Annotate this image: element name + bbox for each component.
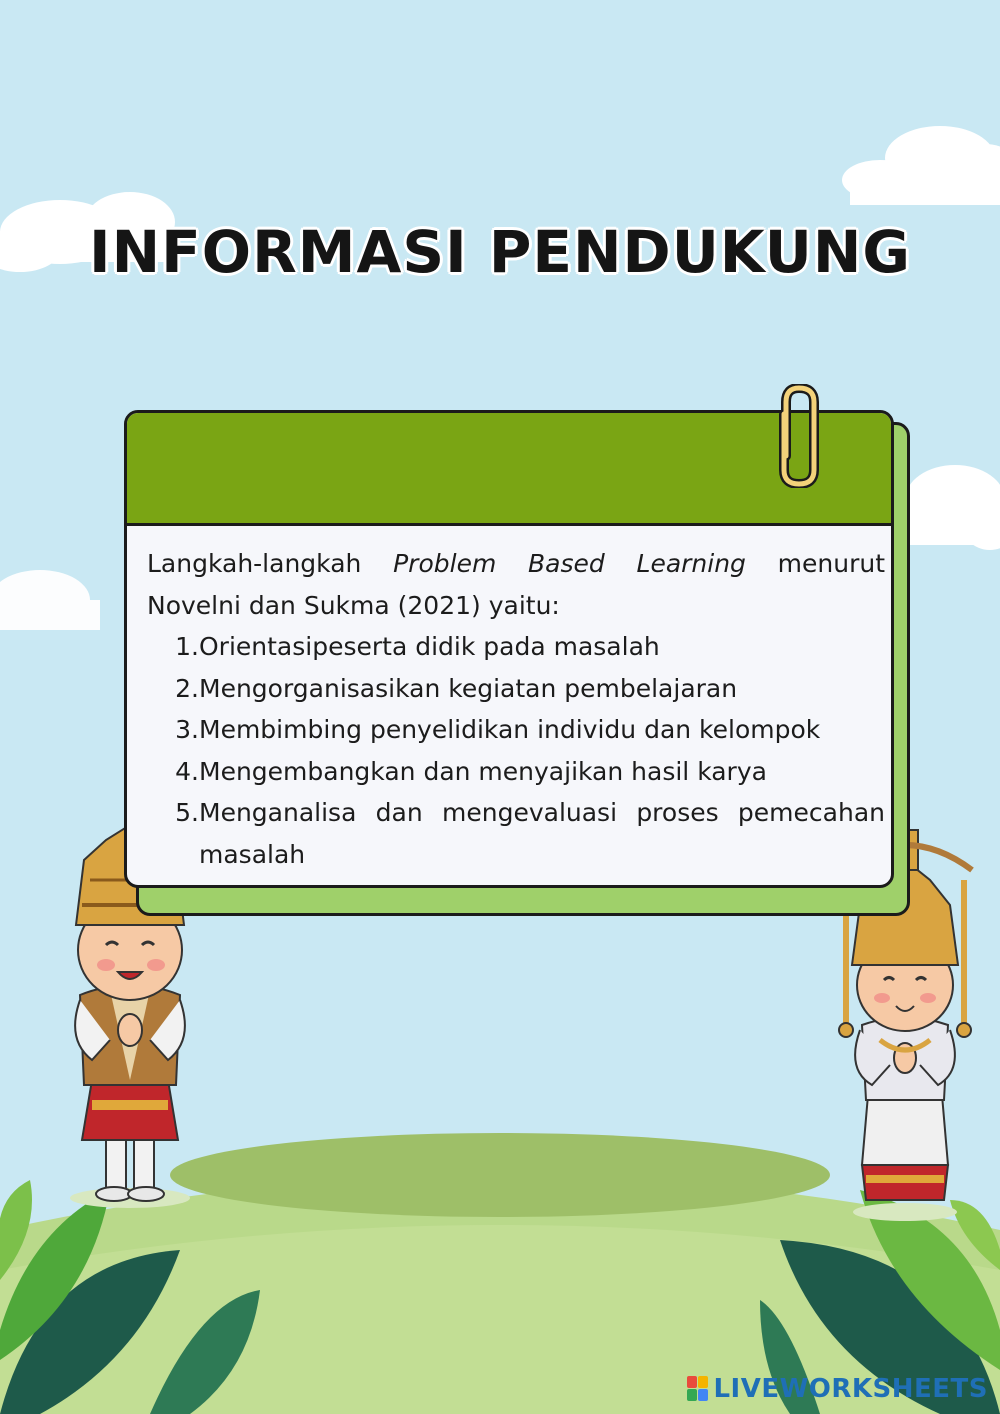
watermark-text: LIVEWORKSHEETS bbox=[713, 1374, 988, 1404]
paperclip-icon bbox=[772, 384, 826, 488]
hill-shadow bbox=[170, 1133, 830, 1217]
intro-paragraph bbox=[147, 543, 885, 626]
steps-list bbox=[147, 626, 885, 875]
cloud-right-mid bbox=[900, 465, 1000, 550]
list-item: 3. Membimbing penyelidikan individu dan kelompok bbox=[175, 715, 821, 744]
intro-text-end: menurut Novelni dan Sukma (2021) yaitu: bbox=[147, 549, 885, 620]
watermark bbox=[687, 1374, 988, 1404]
list-item: 1. Orientasipeserta didik pada masalah bbox=[175, 632, 660, 661]
list-item: 2. Mengorganisasikan kegiatan pembelajaran bbox=[175, 673, 738, 703]
list-item: 4. Mengembangkan dan menyajikan hasil karya bbox=[175, 756, 767, 786]
page-title: INFORMASI PENDUKUNG bbox=[89, 218, 911, 286]
list-item: 5. Menganalisa dan mengevaluasi proses pemecahan masalah bbox=[175, 798, 885, 869]
cloud-right-top bbox=[842, 126, 1000, 205]
card-body bbox=[147, 543, 885, 875]
cloud-left-low bbox=[0, 570, 100, 630]
liveworksheets-logo-icon bbox=[687, 1376, 709, 1402]
intro-emphasis: Problem Based Learning bbox=[393, 549, 746, 578]
intro-text-start: Langkah-langkah bbox=[147, 549, 394, 578]
